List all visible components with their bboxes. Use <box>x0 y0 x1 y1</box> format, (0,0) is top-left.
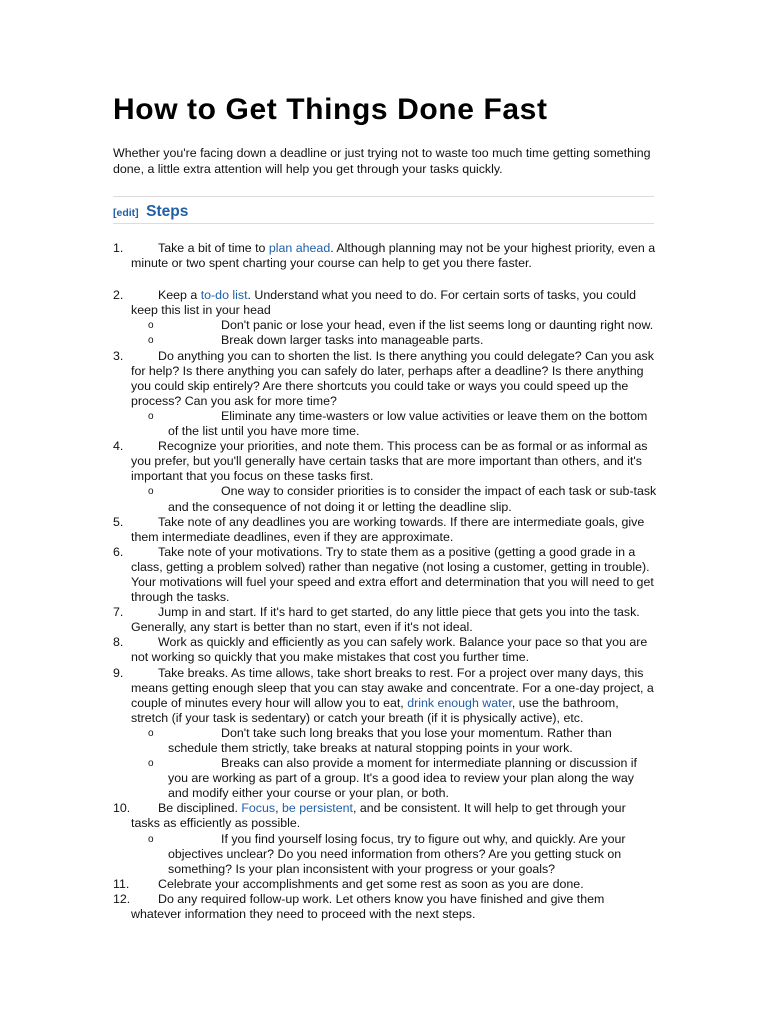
step-number: 7. <box>113 605 124 620</box>
step-number: 5. <box>113 514 124 529</box>
step-number: 4. <box>113 439 124 454</box>
step-number: 9. <box>113 665 124 680</box>
step-number: 8. <box>113 635 124 650</box>
step-number: 10. <box>113 801 131 816</box>
sub-list <box>131 318 658 348</box>
step-text-part: . Although planning may not be your highest priority, even a minute or two spent charting your course can help to get you there faster. <box>131 241 656 271</box>
bullet-marker: o <box>148 758 154 770</box>
bullet-marker: o <box>148 410 154 422</box>
step-number: 1. <box>113 241 124 255</box>
step-link[interactable]: plan ahead <box>268 241 331 255</box>
sub-item <box>131 409 658 439</box>
section-heading <box>113 203 188 221</box>
step-link[interactable]: drink enough water <box>407 695 512 710</box>
sub-item-text: Eliminate any time-wasters or low value activities or leave them on the bottom of the list until you have more time. <box>168 408 648 439</box>
step-text: Jump in and start. If it's hard to get started, do any little piece that gets you into the task. Generally, any start is better than no start, even if it's not ideal. <box>131 605 640 635</box>
step-item <box>113 801 658 876</box>
step-link[interactable]: be persistent <box>281 801 353 816</box>
steps-list <box>113 241 658 922</box>
bullet-marker: o <box>148 727 154 739</box>
step-item <box>113 666 658 802</box>
step-text-part: , and be consistent. It will help to get through your tasks as efficiently as possible. <box>131 801 626 831</box>
sub-item <box>131 318 658 333</box>
step-text-part: . Understand what you need to do. For certain sorts of tasks, you could keep this list in your head <box>131 288 636 318</box>
sub-item-text: If you find yourself losing focus, try to figure out why, and quickly. Are your objectives unclear? Do you need information from others? Are you getting stuck on something? Is your plan inconsistent with your progress or your goals? <box>168 831 626 876</box>
divider-bottom <box>113 223 654 224</box>
step-item <box>113 545 658 605</box>
sub-list <box>131 484 658 514</box>
sub-item <box>131 832 658 877</box>
step-number: 3. <box>113 348 124 363</box>
page-title: How to Get Things Done Fast <box>113 93 548 126</box>
step-text: Work as quickly and efficiently as you can safely work. Balance your pace so that you are not working so quickly that you make mistakes that cost you further time. <box>131 635 648 665</box>
sub-item <box>131 726 658 756</box>
list-spacer <box>113 271 658 288</box>
bullet-marker: o <box>148 335 154 347</box>
intro-paragraph: Whether you're facing down a deadline or just trying not to waste too much time getting something done, a little extra attention will help you get through your tasks quickly. <box>113 146 651 176</box>
step-text: Celebrate your accomplishments and get some rest as soon as you are done. <box>158 876 584 891</box>
step-text: Take note of any deadlines you are working towards. If there are intermediate goals, give them intermediate deadlines, even if they are approximate. <box>131 514 645 544</box>
section-title: Steps <box>146 203 189 220</box>
step-text-part: Be disciplined. <box>158 801 242 816</box>
step-item <box>113 892 658 922</box>
step-item <box>113 241 658 271</box>
step-text <box>131 241 658 271</box>
step-item <box>113 349 658 440</box>
sub-item <box>131 756 658 801</box>
step-item <box>113 288 658 348</box>
step-text <box>131 666 658 726</box>
sub-item-text: Breaks can also provide a moment for intermediate planning or discussion if you are working as part of a group. It's a good idea to review your plan along the way and modify either your course or your plan, or both. <box>168 756 637 801</box>
step-item <box>113 877 658 892</box>
step-number: 11. <box>113 876 130 891</box>
step-text-part: Take a bit of time to <box>158 241 269 255</box>
step-text: Do any required follow-up work. Let others know you have finished and give them whatever information they need to proceed with the next steps. <box>131 891 605 922</box>
step-text-part: , use the bathroom, stretch (if your task is sedentary) or catch your breath (if it is physically active), etc. <box>131 695 619 725</box>
step-text: Take note of your motivations. Try to state them as a positive (getting a good grade in a class, getting a problem solved) rather than negative (not losing a customer, getting in trouble). Your motivations will fuel your speed and extra effort and determination that you will need to get through the tasks. <box>131 544 654 605</box>
step-link[interactable]: to-do list <box>200 288 248 303</box>
step-link[interactable]: Focus <box>241 801 276 816</box>
step-text <box>131 288 658 318</box>
sub-item <box>131 333 658 348</box>
bullet-marker: o <box>148 486 154 498</box>
sub-item-text: Don't panic or lose your head, even if the list seems long or daunting right now. <box>221 318 654 333</box>
sub-item-text: Don't take such long breaks that you lose your momentum. Rather than schedule them strictly, take breaks at natural stopping points in your work. <box>168 725 612 755</box>
step-item <box>113 515 658 545</box>
sub-list <box>131 726 658 801</box>
sub-list <box>131 409 658 439</box>
step-text: Recognize your priorities, and note them. This process can be as formal or as informal as you prefer, but you'll generally have certain tasks that are more important than others, and it's important that you focus on these tasks first. <box>131 439 648 484</box>
step-item <box>113 605 658 635</box>
sub-list <box>131 832 658 877</box>
bullet-marker: o <box>148 320 154 332</box>
step-text-part: Keep a <box>158 288 201 303</box>
sub-item-text: One way to consider priorities is to consider the impact of each task or sub-task and the consequence of not doing it or letting the deadline slip. <box>168 484 657 514</box>
sub-item <box>131 484 658 514</box>
step-text: Do anything you can to shorten the list. Is there anything you could delegate? Can you ask for help? Is there anything you can safely do later, perhaps after a deadline? Is there anything you could skip entirely? Are there shortcuts you could take or ways you could speed up the process? Can you ask for more time? <box>131 348 654 408</box>
step-text-part: , <box>275 801 282 816</box>
step-item <box>113 635 658 665</box>
step-number: 6. <box>113 544 124 559</box>
edit-link[interactable]: [edit] <box>113 207 139 219</box>
divider-top <box>113 196 654 197</box>
step-item <box>113 439 658 514</box>
sub-item-text: Break down larger tasks into manageable parts. <box>221 333 484 348</box>
step-number: 2. <box>113 288 124 303</box>
step-text-part: Take breaks. As time allows, take short breaks to rest. For a project over many days, this means getting enough sleep that you can stay awake and concentrate. For a one-day project, a couple of minutes every hour will allow you to eat, <box>131 665 654 710</box>
step-text <box>131 801 658 831</box>
bullet-marker: o <box>148 833 154 845</box>
step-number: 12. <box>113 891 131 906</box>
